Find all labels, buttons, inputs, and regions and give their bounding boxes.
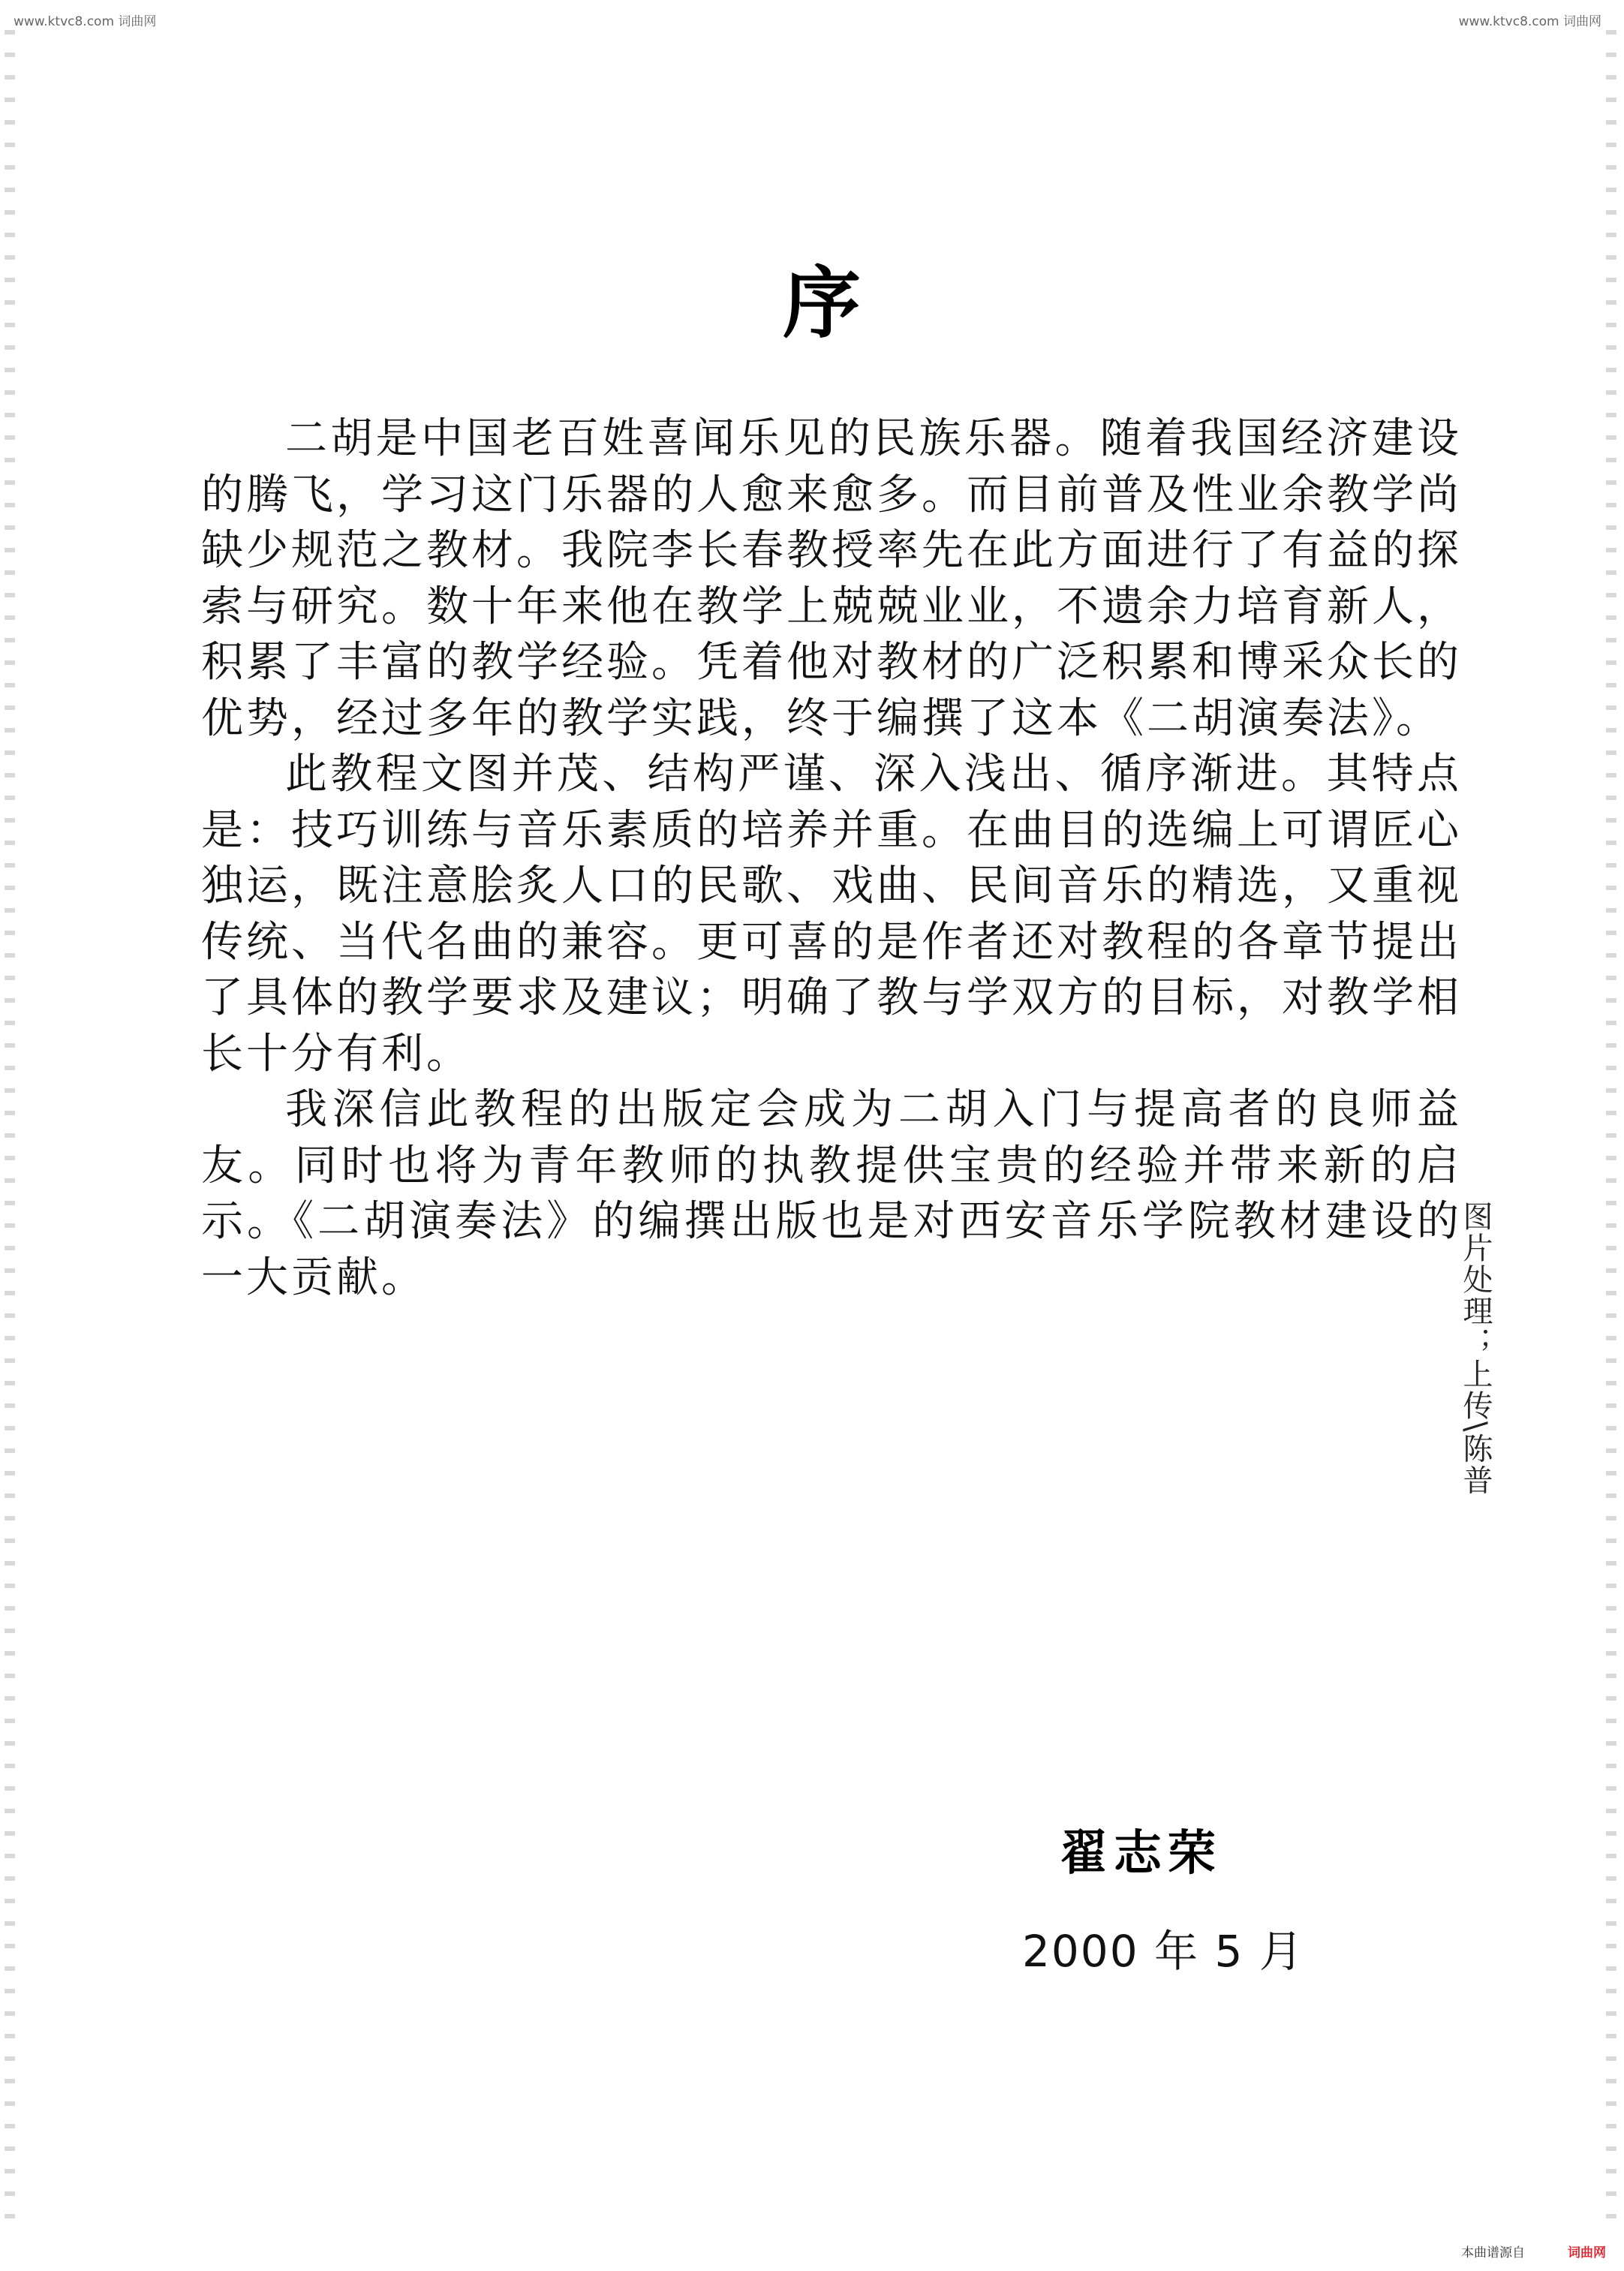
paragraph-2: 此教程文图并茂、结构严谨、深入浅出、循序渐进。其特点是：技巧训练与音乐素质的培养并重。在曲目的选编上可谓匠心独运，既注意脍炙人口的民歌、戏曲、民间音乐的精选，又重视传统、当代名曲的兼容。更可喜的是作者还对教程的各章节提出了具体的教学要求及建议；明确了教与学双方的目标，对教学相长十分有利。 — [201, 750, 1462, 1078]
right-margin-decoration — [1606, 30, 1616, 2226]
watermark-top-right: www.ktvc8.com 词曲网 — [1458, 14, 1601, 29]
paragraph-3: 我深信此教程的出版定会成为二胡入门与提高者的良师益友。同时也将为青年教师的执教提供宝贵的经验并带来新的启示。《二胡演奏法》的编撰出版也是对西安音乐学院教材建设的一大贡献。 — [201, 1085, 1462, 1302]
author-signature: 翟志荣 — [1060, 1825, 1222, 1881]
footer-source-credit: 本曲谱源自 — [1461, 2245, 1525, 2260]
footer-brand-logo: 词曲网 — [1568, 2245, 1606, 2260]
date: 2000 年 5 月 — [1022, 1926, 1304, 1977]
page-title: 序 — [783, 257, 862, 349]
preface-body — [201, 411, 1462, 1306]
left-margin-decoration — [5, 30, 15, 2226]
watermark-top-left: www.ktvc8.com 词曲网 — [14, 14, 157, 29]
side-note-credit: 图片处理；上传\陈普 — [1458, 1201, 1493, 1496]
paragraph-1: 二胡是中国老百姓喜闻乐见的民族乐器。随着我国经济建设的腾飞，学习这门乐器的人愈来愈多。而目前普及性业余教学尚缺少规范之教材。我院李长春教授率先在此方面进行了有益的探索与研究。数十年来他在教学上兢兢业业，不遗余力培育新人，积累了丰富的教学经验。凭着他对教材的广泛积累和博采众长的优势，经过多年的教学实践，终于编撰了这本《二胡演奏法》。 — [201, 414, 1462, 743]
